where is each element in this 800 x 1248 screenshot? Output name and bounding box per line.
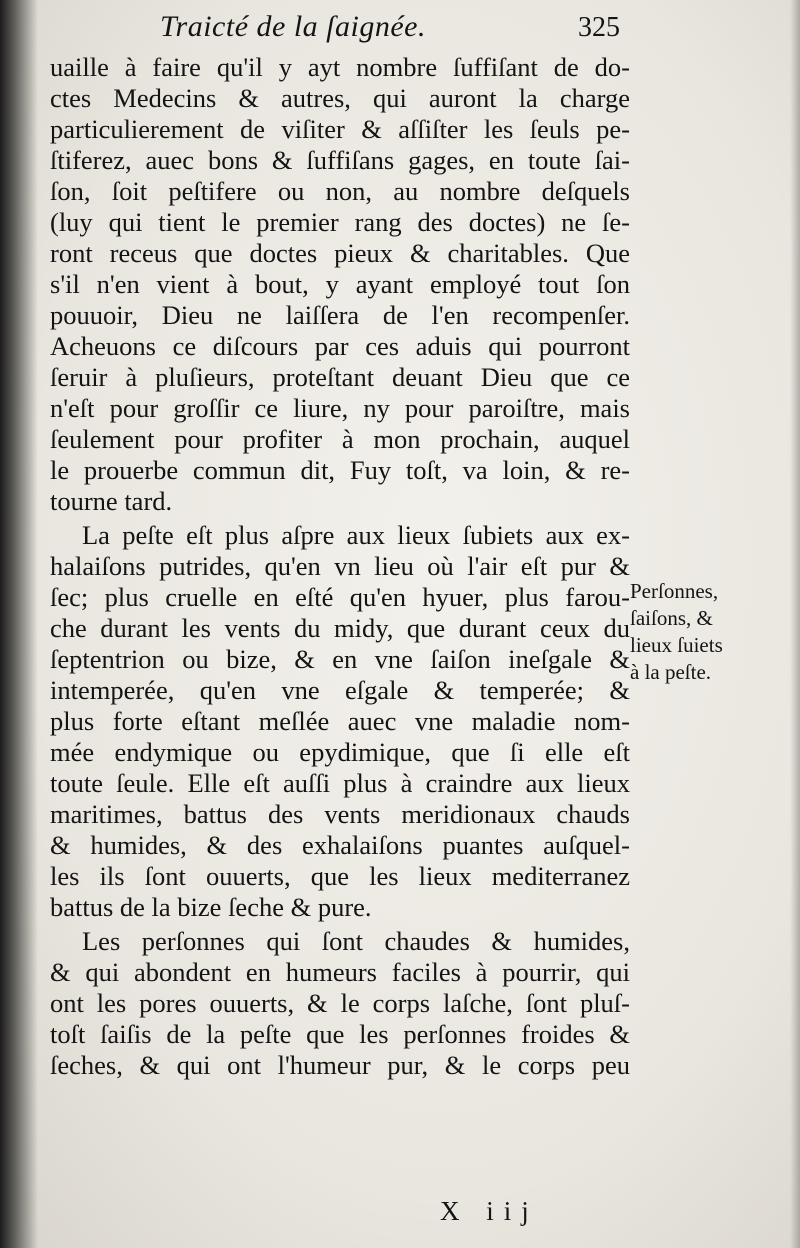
text-line: Acheuons ce diſcours par ces aduis qui pourront <box>50 331 630 361</box>
text-line: toute ſeule. Elle eſt auſſi plus à craindre aux lieux <box>50 768 630 798</box>
text-line: s'il n'en vient à bout, y ayant employé tout ſon <box>50 269 630 299</box>
text-line: mée endymique ou epydimique, que ſi elle eſt <box>50 737 630 767</box>
text-line: battus de la bize ſeche & pure. <box>50 892 372 922</box>
text-line: pouuoir, Dieu ne laiſſera de l'en recompenſer. <box>50 300 630 330</box>
text-line: les ils ſont ouuerts, que les lieux mediterranez <box>50 861 630 891</box>
text-line: & qui abondent en humeurs faciles à pourrir, qui <box>50 957 630 987</box>
paragraph-2 <box>50 520 630 923</box>
text-line: ſeptentrion ou bize, & en vne ſaiſon ineſgale & <box>50 644 630 674</box>
text-line: La peſte eſt plus aſpre aux lieux ſubiets aux ex- <box>82 520 630 550</box>
text-line: intemperée, qu'en vne eſgale & temperée; & <box>50 675 630 705</box>
text-line: ſeches, & qui ont l'humeur pur, & le corps peu <box>50 1050 630 1080</box>
text-line: halaiſons putrides, qu'en vn lieu où l'air eſt pur & <box>50 551 630 581</box>
text-line: ſon, ſoit peſtifere ou non, au nombre deſquels <box>50 176 630 206</box>
margin-note <box>630 578 790 686</box>
text-line: ſtiferez, auec bons & ſuffiſans gages, en toute ſai- <box>50 145 630 175</box>
signature-mark: X iij <box>440 1196 539 1226</box>
margin-note-line: Perſonnes, <box>630 579 719 603</box>
text-line: ſec; plus cruelle en eſté qu'en hyuer, plus farou- <box>50 582 630 612</box>
page-number: 325 <box>578 12 620 43</box>
text-line: che durant les vents du midy, que durant ceux du <box>50 613 630 643</box>
text-line: uaille à faire qu'il y ayt nombre ſuffiſant de do- <box>50 52 630 82</box>
gutter-shadow <box>0 0 38 1248</box>
page-edge <box>790 0 800 1248</box>
margin-note-line: lieux ſuiets <box>630 633 723 657</box>
text-line: le prouerbe commun dit, Fuy toſt, va loin, & re- <box>50 455 630 485</box>
running-title: Traicté de la ſaignée. <box>160 10 426 43</box>
page-header <box>160 10 620 50</box>
margin-note-line: ſaiſons, & <box>630 606 713 630</box>
text-line: tourne tard. <box>50 486 173 516</box>
text-line: ront receus que doctes pieux & charitables. Que <box>50 238 630 268</box>
paragraph-1 <box>50 52 630 517</box>
text-line: maritimes, battus des vents meridionaux chauds <box>50 799 630 829</box>
text-line: n'eſt pour groſſir ce liure, ny pour paroiſtre, mais <box>50 393 630 423</box>
text-line: plus forte eſtant meſlée auec vne maladie nom- <box>50 706 630 736</box>
paragraph-3 <box>50 926 630 1081</box>
text-line: (luy qui tient le premier rang des doctes) ne ſe- <box>50 207 630 237</box>
text-line: toſt ſaiſis de la peſte que les perſonnes froides & <box>50 1019 630 1049</box>
margin-note-line: à la peſte. <box>630 660 712 684</box>
text-line: particulierement de viſiter & aſſiſter les ſeuls pe- <box>50 114 630 144</box>
text-line: & humides, & des exhalaiſons puantes auſquel- <box>50 830 630 860</box>
text-line: ſeruir à pluſieurs, proteſtant deuant Dieu que ce <box>50 362 630 392</box>
text-line: Les perſonnes qui ſont chaudes & humides, <box>82 926 630 956</box>
text-line: ctes Medecins & autres, qui auront la charge <box>50 83 630 113</box>
body-text <box>50 52 630 1081</box>
text-line: ſeulement pour profiter à mon prochain, auquel <box>50 424 630 454</box>
text-line: ont les pores ouuerts, & le corps laſche, ſont pluſ- <box>50 988 630 1018</box>
